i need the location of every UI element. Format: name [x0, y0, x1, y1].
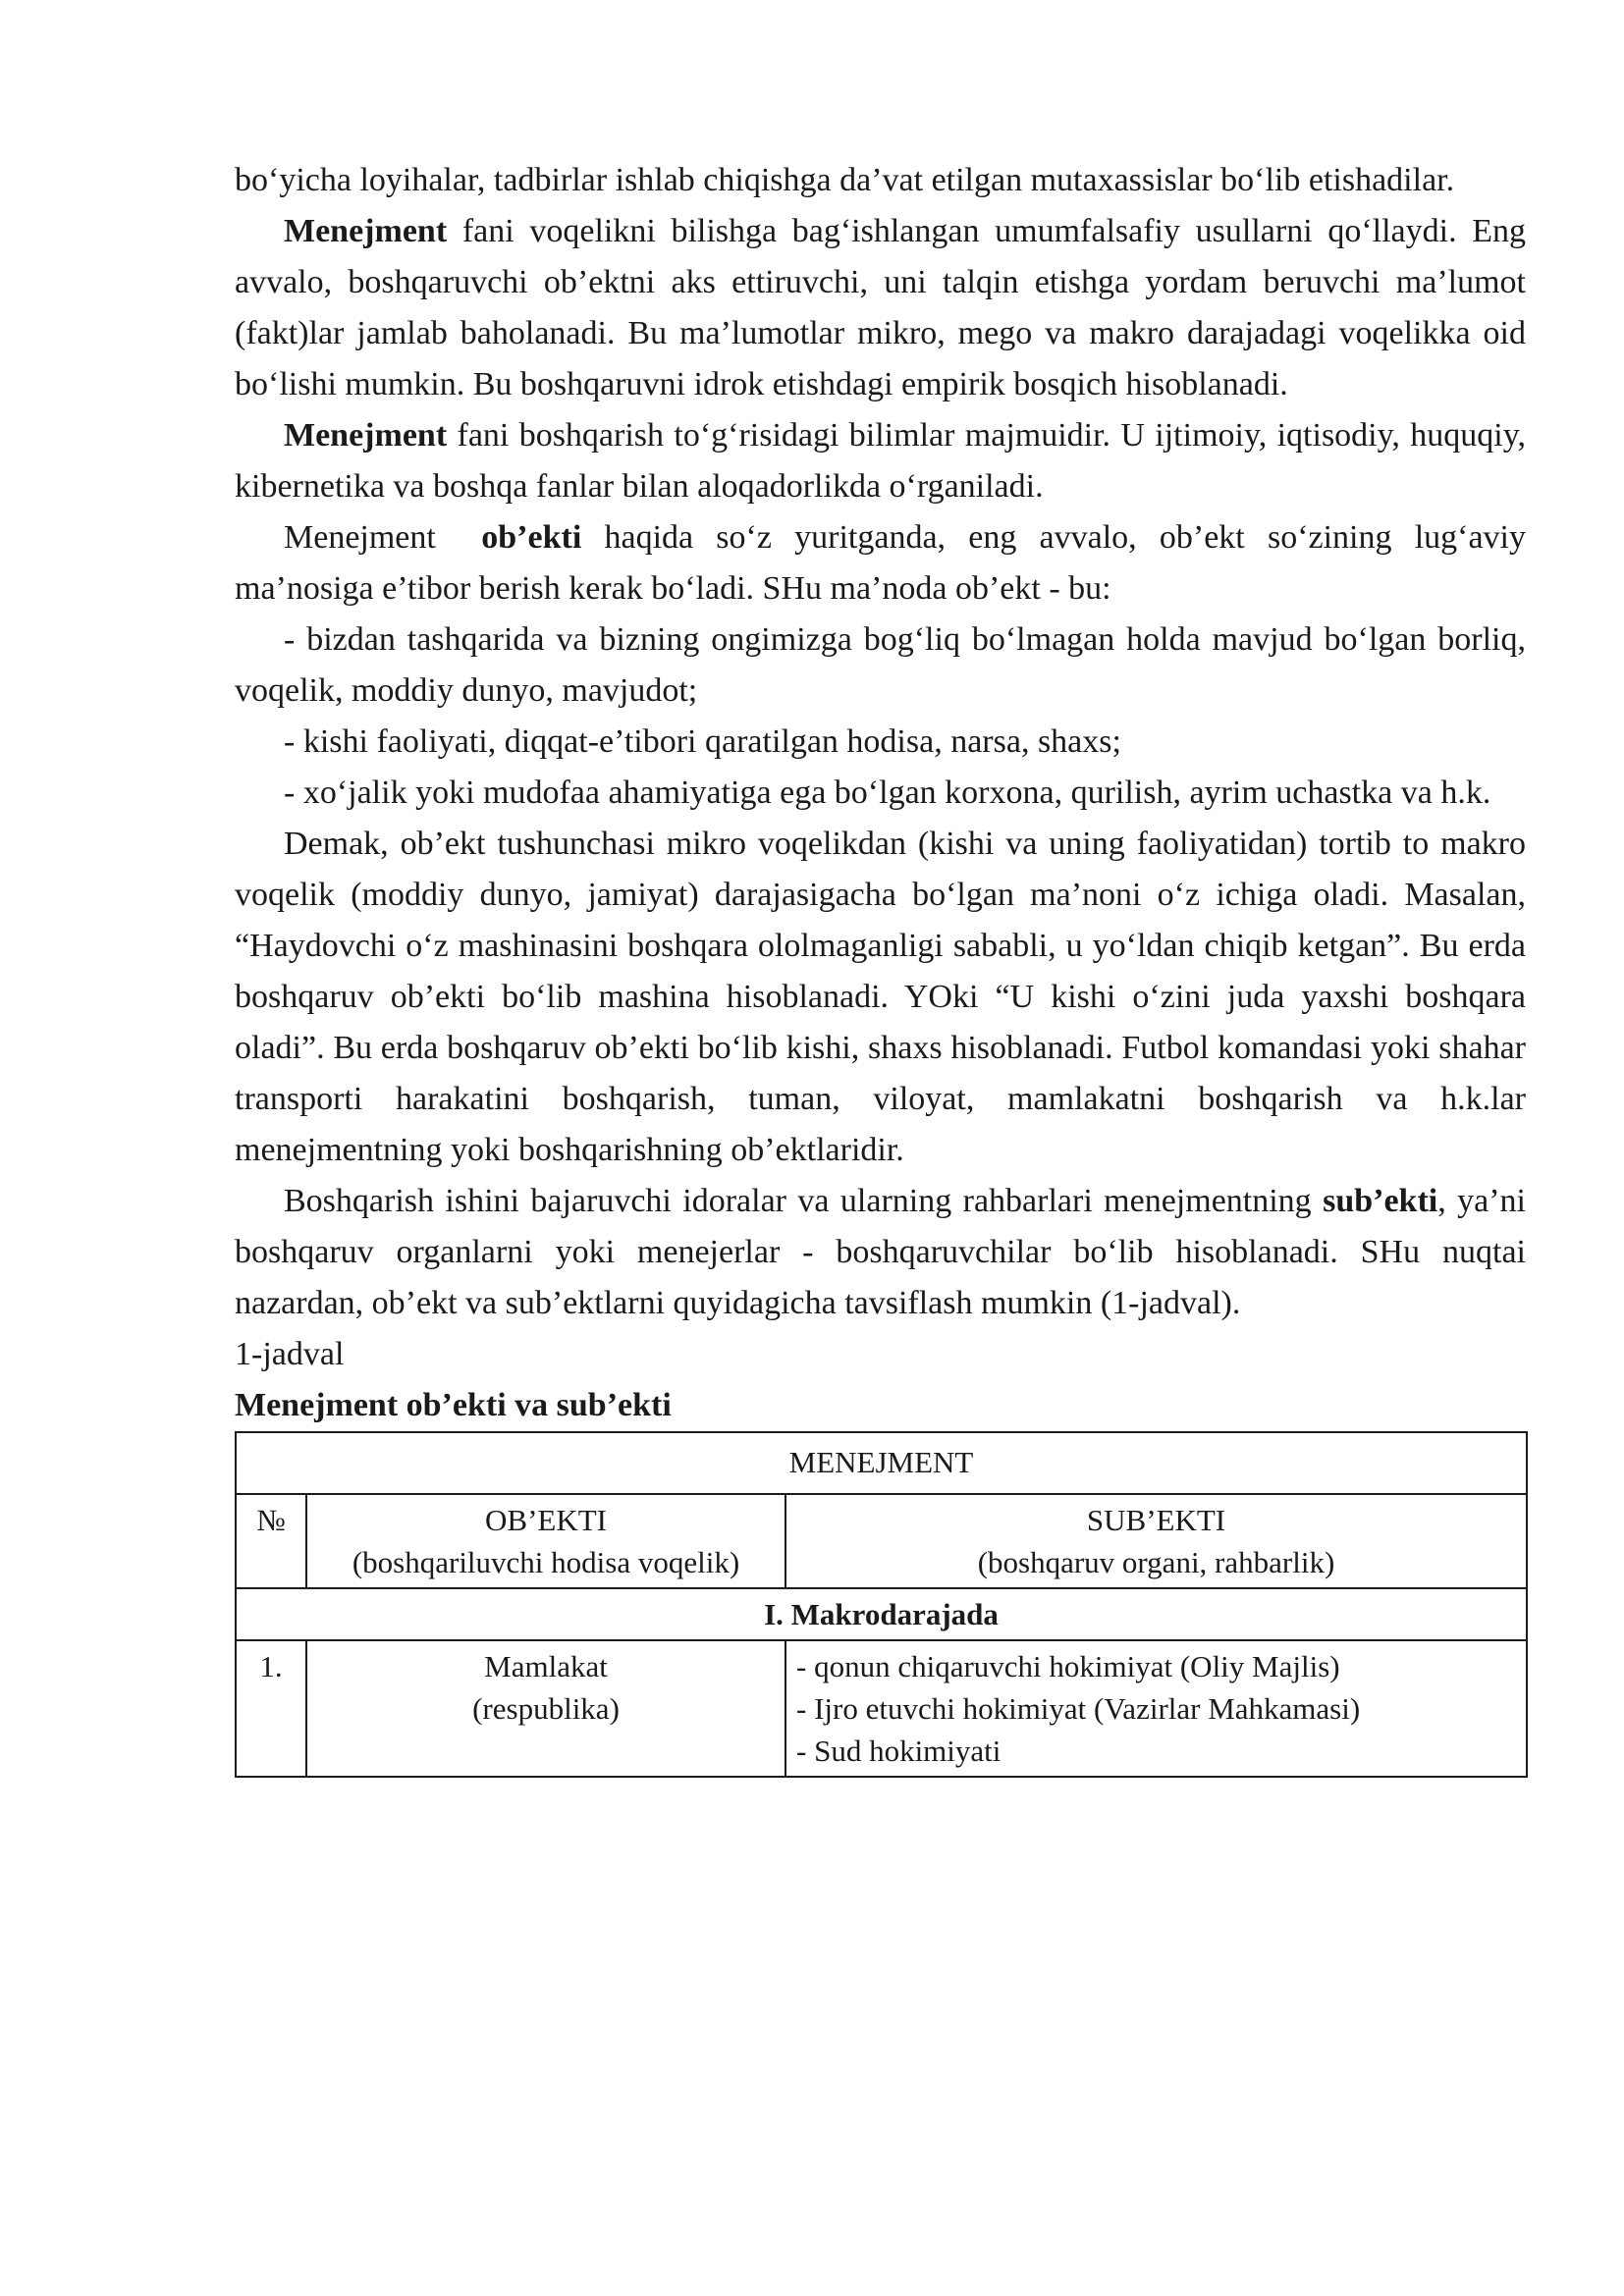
paragraph-6-start: Boshqarish ishini bajaruvchi idoralar va ularning rahbarlari menejmentning: [284, 1183, 1324, 1219]
paragraph-1: bo‘yicha loyihalar, tadbirlar ishlab chiqishga da’vat etilgan mutaxassislar bo‘lib etishadilar.: [235, 162, 1455, 198]
term-menejment: Menejment: [284, 213, 448, 249]
table-header-row: [236, 1494, 1527, 1588]
table-header-main-row: [236, 1432, 1527, 1494]
document-page: [235, 155, 1526, 1778]
paragraph-5: Demak, ob’ekt tushunchasi mikro voqelikdan (kishi va uning faoliyatidan) tortib to makro voqelik (moddiy dunyo, jamiyat) darajasigacha bo‘lgan ma’noni o‘z ichiga oladi. Masalan, “Haydovchi o‘z mashinasini boshqara ololmaganligi sababli, u yo‘ldan chiqib ketgan”. Bu erda boshqaruv ob’ekti bo‘lib mashina hisoblanadi. YOki “U kishi o‘zini juda yaxshi boshqara oladi”. Bu erda boshqaruv ob’ekti bo‘lib kishi, shaxs hisoblanadi. Futbol komandasi yoki shahar transporti harakatini boshqarish, tuman, viloyat, mamlakatni boshqarish va h.k.lar menejmentning yoki boshqarishning ob’ektlaridir.: [235, 826, 1526, 1168]
table-title: Menejment ob’ekti va sub’ekti: [235, 1387, 672, 1423]
section-macro-level: I. Makrodarajada: [236, 1588, 1527, 1640]
paragraph-6: [235, 1176, 1526, 1329]
column-header-object-subtitle: (boshqariluvchi hodisa voqelik): [352, 1545, 740, 1579]
list-item-1: - bizdan tashqarida va bizning ongimizga bog‘liq bo‘lmagan holda mavjud bo‘lgan borliq, voqelik, moddiy dunyo, mavjudot;: [235, 621, 1526, 709]
table-caption: 1-jadval: [235, 1336, 345, 1372]
paragraph-6-text: , ya’ni boshqaruv organlarni yoki menejerlar - boshqaruvchilar bo‘lib hisoblanadi. SHu nuqtai nazardan, ob’ekt va sub’ektlarni quyidagicha tavsiflash mumkin (1-jadval).: [235, 1183, 1527, 1321]
term-subekti: sub’ekti: [1323, 1183, 1438, 1219]
table-header-main: MENEJMENT: [236, 1432, 1527, 1494]
paragraph-2: [235, 206, 1526, 410]
list-item-3: - xo‘jalik yoki mudofaa ahamiyatiga ega bo‘lgan korxona, qurilish, ayrim uchastka va h.k.: [284, 774, 1491, 811]
row-object-line-1: Mamlakat: [484, 1649, 608, 1683]
row-subject-line-1: - qonun chiqaruvchi hokimiyat (Oliy Majlis): [796, 1649, 1340, 1683]
column-header-object: [306, 1494, 785, 1588]
paragraph-3-text: fani boshqarish to‘g‘risidagi bilimlar majmuidir. U ijtimoiy, iqtisodiy, huquqiy, kibernetika va boshqa fanlar bilan aloqadorlikda o‘rganiladi.: [235, 417, 1526, 505]
row-number: 1.: [236, 1640, 306, 1777]
paragraph-3: [235, 410, 1526, 512]
term-obekti: ob’ekti: [481, 519, 582, 556]
paragraph-4: [235, 512, 1526, 614]
column-header-number: №: [236, 1494, 306, 1588]
row-object-line-2: (respublika): [472, 1691, 620, 1726]
row-subject: [785, 1640, 1527, 1777]
table-section-row: [236, 1588, 1527, 1640]
column-header-subject-subtitle: (boshqaruv organi, rahbarlik): [977, 1545, 1335, 1579]
row-object: [306, 1640, 785, 1777]
menejment-table: [235, 1431, 1528, 1778]
term-menejment: Menejment: [284, 417, 448, 454]
column-header-subject: [785, 1494, 1527, 1588]
paragraph-4-text: haqida so‘z yuritganda, eng avvalo, ob’ekt so‘zining lug‘aviy ma’nosiga e’tibor berish kerak bo‘ladi. SHu ma’noda ob’ekt - bu:: [235, 519, 1527, 607]
paragraph-4-start: Menejment: [284, 519, 482, 556]
column-header-object-title: OB’EKTI: [485, 1503, 607, 1537]
paragraph-2-text: fani voqelikni bilishga bag‘ishlangan umumfalsafiy usullarni qo‘llaydi. Eng avvalo, boshqaruvchi ob’ektni aks ettiruvchi, uni talqin etishga yordam beruvchi ma’lumot (fakt)lar jamlab baholanadi. Bu ma’lumotlar mikro, mego va makro darajadagi voqelikka oid bo‘lishi mumkin. Bu boshqaruvni idrok etishdagi empirik bosqich hisoblanadi.: [235, 213, 1526, 402]
row-subject-line-3: - Sud hokimiyati: [796, 1734, 1001, 1768]
row-subject-line-2: - Ijro etuvchi hokimiyat (Vazirlar Mahkamasi): [796, 1691, 1361, 1726]
column-header-subject-title: SUB’EKTI: [1086, 1503, 1226, 1537]
table-row: [236, 1640, 1527, 1777]
list-item-2: - kishi faoliyati, diqqat-e’tibori qaratilgan hodisa, narsa, shaxs;: [284, 723, 1121, 760]
